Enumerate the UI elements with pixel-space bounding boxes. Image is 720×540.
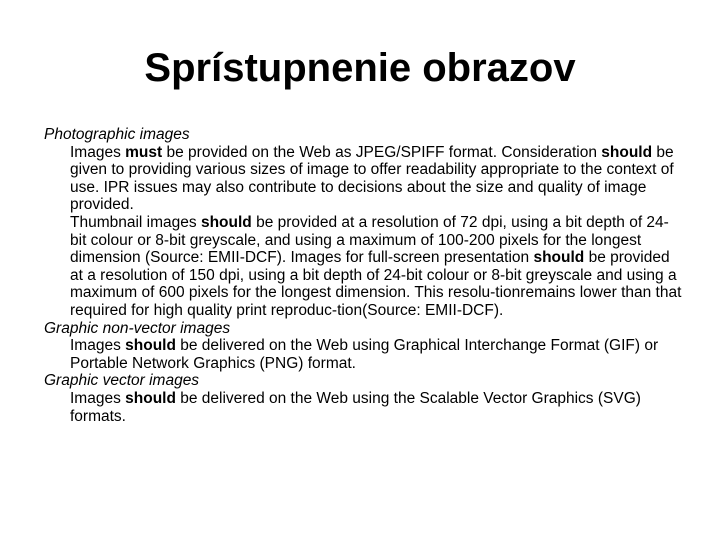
paragraph-non-vector-format xyxy=(70,337,684,372)
paragraph-vector-format xyxy=(70,390,684,425)
text-run: Thumbnail images xyxy=(70,213,201,231)
text-run: be provided on the Web as JPEG/SPIFF format. Consideration xyxy=(162,143,602,161)
section-heading-vector: Graphic vector images xyxy=(44,372,200,390)
text-run: Images xyxy=(70,143,126,161)
text-run: be delivered on the Web using Graphical Interchange Format (GIF) or Portable Network Graphics (PNG) format. xyxy=(70,337,659,372)
paragraph-thumbnail-resolution xyxy=(70,214,684,320)
paragraph-photographic-format xyxy=(70,144,684,214)
text-run: be provided at a resolution of 150 dpi, using a bit depth of 24-bit colour or 8-bit greyscale and using a maximum of 600 pixels for the longest dimension. This resolu-tionremains lower than that required for high quality print reproduc-tion(Source: EMII-DCF). xyxy=(70,249,682,319)
slide-content xyxy=(44,126,684,425)
text-run: be delivered on the Web using the Scalable Vector Graphics (SVG) formats. xyxy=(70,389,641,425)
text-run: Images xyxy=(70,389,126,407)
text-run: be given to providing various sizes of image to offer readability appropriate to the context of use. IPR issues may also contribute to decisions about the size and quality of image provided. xyxy=(70,143,674,214)
keyword-should: should xyxy=(125,337,176,355)
text-run: Images xyxy=(70,337,126,355)
keyword-should: should xyxy=(533,249,585,267)
keyword-should: should xyxy=(601,143,653,161)
section-heading-photographic: Photographic images xyxy=(44,126,190,143)
keyword-should: should xyxy=(200,213,252,231)
text-run: be provided at a resolution of 72 dpi, using a bit depth of 24-bit colour or 8-bit greyscale, and using a maximum of 100-200 pixels for the longest dimension (Source: EMII-DCF). Images for full-screen presentation xyxy=(70,213,669,267)
keyword-must: must xyxy=(125,143,163,161)
keyword-should: should xyxy=(125,389,176,407)
section-heading-non-vector: Graphic non-vector images xyxy=(44,319,231,337)
slide-title: Sprístupnenie obrazov xyxy=(144,46,576,90)
